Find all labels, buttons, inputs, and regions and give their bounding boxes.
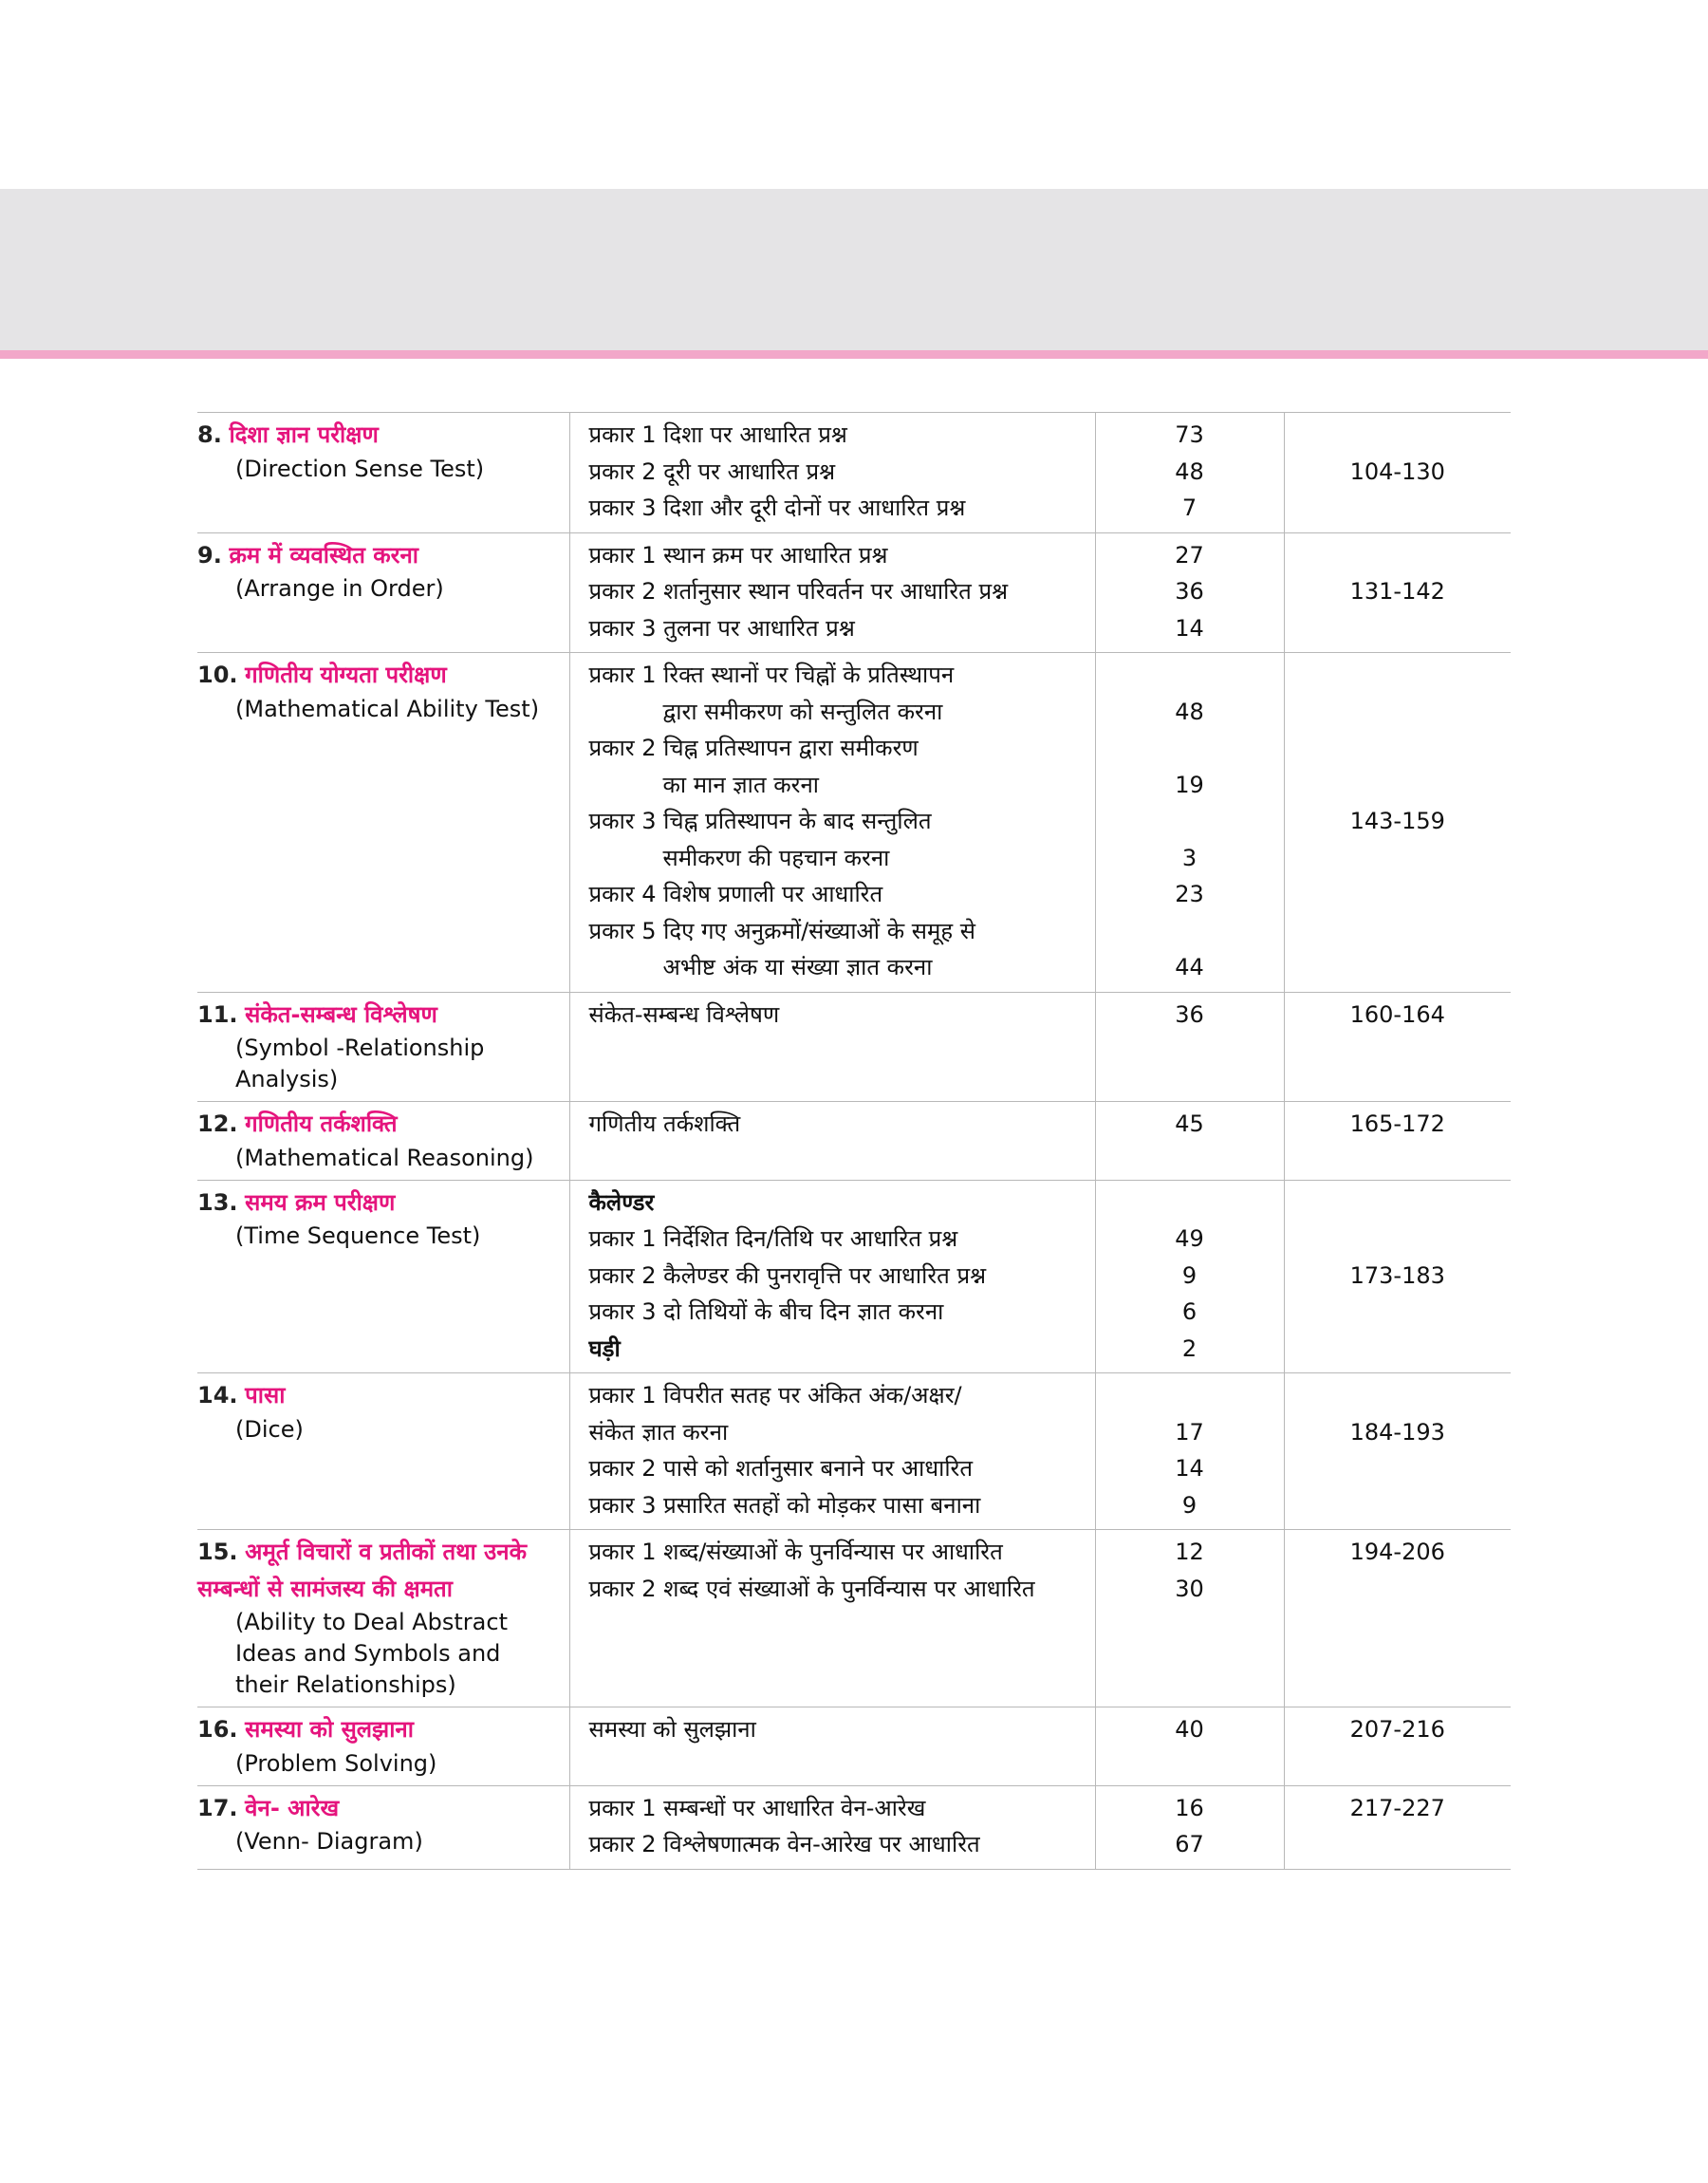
question-count	[1096, 1185, 1284, 1222]
page-range: 217-227	[1284, 1785, 1511, 1869]
question-count: 14	[1175, 614, 1204, 642]
page-range: 104-130	[1284, 413, 1511, 533]
subtopic-item: प्रकार 1 सम्बन्धों पर आधारित वेन-आरेख	[588, 1794, 926, 1821]
subtopics-cell	[569, 653, 1095, 993]
chapter-number: 8.	[197, 421, 222, 448]
question-count: 17	[1175, 1418, 1204, 1446]
question-count: 49	[1175, 1225, 1204, 1252]
chapter-heading	[197, 1711, 569, 1748]
subtopic-item: प्रकार 5 दिए गए अनुक्रमों/संख्याओं के समूह से	[588, 917, 975, 944]
subtopic-item: प्रकार 3 तुलना पर आधारित प्रश्न	[588, 614, 855, 642]
chapter-heading	[197, 657, 569, 694]
subtopic-item: समीकरण की पहचान करना	[662, 844, 890, 871]
question-count-cell	[1095, 1785, 1284, 1869]
subtopics-cell	[569, 1373, 1095, 1530]
chapter-title-english: (Direction Sense Test)	[235, 455, 485, 482]
question-count: 48	[1175, 698, 1204, 725]
chapter-title-cell	[197, 1373, 569, 1530]
chapter-title-hindi: समस्या को सुलझाना	[245, 1716, 414, 1743]
question-count: 19	[1175, 771, 1204, 798]
subtopic-item: घड़ी	[588, 1334, 621, 1362]
subtopic-item: प्रकार 1 दिशा पर आधारित प्रश्न	[588, 421, 847, 448]
page-range: 131-142	[1284, 532, 1511, 653]
chapter-title-hindi: गणितीय योग्यता परीक्षण	[245, 662, 447, 688]
subtopic-item: प्रकार 1 रिक्त स्थानों पर चिह्नों के प्रतिस्थापन	[588, 662, 955, 688]
chapter-number: 13.	[197, 1188, 238, 1216]
subtopic-item: प्रकार 1 निर्देशित दिन/तिथि पर आधारित प्रश्न	[588, 1225, 958, 1252]
question-count-cell	[1095, 992, 1284, 1102]
chapter-row	[197, 1373, 1511, 1530]
chapter-number: 17.	[197, 1794, 238, 1821]
chapter-heading	[197, 1377, 569, 1414]
chapter-title-english: Ideas and Symbols and	[235, 1640, 501, 1667]
subtopic-item: प्रकार 2 विश्लेषणात्मक वेन-आरेख पर आधारित	[588, 1831, 980, 1857]
chapter-number: 16.	[197, 1716, 238, 1743]
chapter-number: 9.	[197, 541, 222, 569]
chapter-title-english: Analysis)	[235, 1066, 339, 1092]
chapter-heading	[197, 1106, 569, 1143]
chapter-title-english: (Mathematical Ability Test)	[235, 695, 540, 722]
subtopic-item: प्रकार 1 स्थान क्रम पर आधारित प्रश्न	[588, 541, 888, 569]
question-count: 23	[1175, 881, 1204, 907]
page-range: 165-172	[1284, 1102, 1511, 1181]
chapter-heading	[197, 417, 569, 454]
subtopic-item: समस्या को सुलझाना	[588, 1716, 756, 1743]
question-count: 44	[1175, 954, 1204, 980]
chapter-title-english: (Mathematical Reasoning)	[235, 1144, 534, 1171]
page-range: 160-164	[1284, 992, 1511, 1102]
chapter-row	[197, 992, 1511, 1102]
page-range: 184-193	[1284, 1373, 1511, 1530]
question-count	[1096, 730, 1284, 767]
chapter-title-english: (Venn- Diagram)	[235, 1828, 423, 1855]
question-count: 6	[1181, 1298, 1197, 1325]
chapter-title-cell	[197, 1530, 569, 1707]
subtopics-cell	[569, 413, 1095, 533]
subtopic-item: प्रकार 2 कैलेण्डर की पुनरावृत्ति पर आधारित प्रश्न	[588, 1261, 987, 1289]
page-range: 194-206	[1284, 1530, 1511, 1707]
chapter-title-cell	[197, 1180, 569, 1373]
subtopic-item: अभीष्ट अंक या संख्या ज्ञात करना	[662, 954, 933, 980]
question-count-cell	[1095, 653, 1284, 993]
question-count-cell	[1095, 1373, 1284, 1530]
question-count: 73	[1175, 421, 1204, 448]
question-count: 48	[1175, 457, 1204, 485]
chapter-title-english: (Dice)	[235, 1415, 304, 1443]
subtopic-item: प्रकार 2 चिह्न प्रतिस्थापन द्वारा समीकरण	[588, 735, 919, 761]
question-count	[1096, 657, 1284, 694]
chapter-title-hindi: गणितीय तर्कशक्ति	[245, 1110, 398, 1137]
subtopic-item: प्रकार 3 दो तिथियों के बीच दिन ज्ञात करना	[588, 1298, 944, 1325]
subtopics-cell	[569, 1180, 1095, 1373]
subtopic-item: प्रकार 2 पासे को शर्तानुसार बनाने पर आधारित	[588, 1455, 974, 1482]
chapter-title-hindi: वेन- आरेख	[245, 1794, 340, 1821]
chapter-row	[197, 532, 1511, 653]
question-count-cell	[1095, 1102, 1284, 1181]
chapter-heading	[197, 997, 569, 1034]
subtopic-item: प्रकार 3 प्रसारित सतहों को मोड़कर पासा बनाना	[588, 1491, 981, 1519]
subtopic-item: संकेत ज्ञात करना	[588, 1418, 729, 1446]
chapter-title-hindi: दिशा ज्ञान परीक्षण	[229, 421, 379, 448]
question-count: 2	[1181, 1334, 1197, 1362]
header-rule	[0, 350, 1708, 359]
chapter-heading	[197, 1534, 569, 1607]
question-count: 3	[1181, 844, 1197, 871]
question-count	[1096, 803, 1284, 840]
chapter-title-english: (Time Sequence Test)	[235, 1222, 481, 1249]
contents-table	[197, 412, 1511, 1870]
question-count: 30	[1175, 1575, 1204, 1602]
chapter-title-english: (Arrange in Order)	[235, 575, 444, 602]
page-range: 143-159	[1284, 653, 1511, 993]
question-count-cell	[1095, 413, 1284, 533]
page-range: 173-183	[1284, 1180, 1511, 1373]
subtopic-item: प्रकार 1 शब्द/संख्याओं के पुनर्विन्यास पर आधारित	[588, 1539, 1003, 1565]
subtopic-item: कैलेण्डर	[588, 1188, 655, 1216]
subtopic-item: प्रकार 2 शर्तानुसार स्थान परिवर्तन पर आधारित प्रश्न	[588, 578, 1009, 605]
subtopic-item: का मान ज्ञात करना	[662, 771, 819, 798]
question-count: 40	[1175, 1716, 1204, 1743]
chapter-title-cell	[197, 653, 569, 993]
subtopic-item: द्वारा समीकरण को सन्तुलित करना	[662, 698, 943, 725]
chapter-row	[197, 653, 1511, 993]
chapter-row	[197, 1102, 1511, 1181]
subtopic-item: प्रकार 2 शब्द एवं संख्याओं के पुनर्विन्यास पर आधारित	[588, 1575, 1035, 1602]
chapter-title-cell	[197, 1102, 569, 1181]
chapter-title-cell	[197, 413, 569, 533]
subtopic-item: प्रकार 3 दिशा और दूरी दोनों पर आधारित प्रश्न	[588, 494, 966, 521]
question-count: 7	[1181, 494, 1197, 521]
chapter-heading	[197, 1185, 569, 1222]
question-count-cell	[1095, 1180, 1284, 1373]
subtopics-cell	[569, 1102, 1095, 1181]
chapter-heading	[197, 537, 569, 574]
subtopics-cell	[569, 532, 1095, 653]
question-count-cell	[1095, 532, 1284, 653]
subtopics-cell	[569, 992, 1095, 1102]
subtopic-item: प्रकार 2 दूरी पर आधारित प्रश्न	[588, 457, 836, 485]
subtopic-item: प्रकार 1 विपरीत सतह पर अंकित अंक/अक्षर/	[588, 1382, 962, 1409]
chapter-row	[197, 1180, 1511, 1373]
chapter-title-cell	[197, 1707, 569, 1786]
question-count: 27	[1175, 541, 1204, 569]
chapter-title-hindi: संकेत-सम्बन्ध विश्लेषण	[245, 1000, 437, 1028]
question-count	[1096, 1377, 1284, 1414]
question-count: 36	[1175, 578, 1204, 605]
chapter-title-hindi: अमूर्त विचारों व प्रतीकों तथा उनके सम्बन्धों से सामंजस्य की क्षमता	[197, 1539, 528, 1602]
question-count-cell	[1095, 1707, 1284, 1786]
chapter-row	[197, 413, 1511, 533]
subtopic-item: प्रकार 4 विशेष प्रणाली पर आधारित	[588, 881, 883, 907]
chapter-title-hindi: क्रम में व्यवस्थित करना	[229, 541, 419, 569]
page-range: 207-216	[1284, 1707, 1511, 1786]
chapter-number: 14.	[197, 1382, 238, 1409]
chapter-title-cell	[197, 992, 569, 1102]
chapter-number: 10.	[197, 662, 238, 688]
subtopic-item: गणितीय तर्कशक्ति	[588, 1110, 741, 1137]
chapter-title-english: their Relationships)	[235, 1671, 456, 1698]
chapter-row	[197, 1785, 1511, 1869]
chapter-title-cell	[197, 532, 569, 653]
chapter-title-cell	[197, 1785, 569, 1869]
question-count: 9	[1181, 1261, 1197, 1289]
chapter-title-hindi: समय क्रम परीक्षण	[245, 1188, 396, 1216]
question-count: 14	[1175, 1455, 1204, 1482]
chapter-title-english: (Symbol -Relationship	[235, 1035, 485, 1061]
chapter-heading	[197, 1790, 569, 1827]
chapter-title-hindi: पासा	[245, 1382, 286, 1409]
chapter-number: 15.	[197, 1539, 238, 1565]
chapter-number: 12.	[197, 1110, 238, 1137]
subtopics-cell	[569, 1785, 1095, 1869]
question-count: 36	[1175, 1000, 1204, 1028]
question-count: 67	[1175, 1831, 1204, 1857]
question-count: 12	[1175, 1539, 1204, 1565]
subtopic-item: प्रकार 3 चिह्न प्रतिस्थापन के बाद सन्तुलित	[588, 808, 932, 834]
subtopic-item: संकेत-सम्बन्ध विश्लेषण	[588, 1000, 780, 1028]
chapter-title-english: (Ability to Deal Abstract	[235, 1609, 508, 1635]
question-count-cell	[1095, 1530, 1284, 1707]
chapter-row	[197, 1707, 1511, 1786]
question-count: 45	[1175, 1110, 1204, 1137]
question-count: 16	[1175, 1794, 1204, 1821]
question-count: 9	[1181, 1491, 1197, 1519]
subtopics-cell	[569, 1707, 1095, 1786]
question-count	[1096, 913, 1284, 950]
chapter-row	[197, 1530, 1511, 1707]
header-band	[0, 189, 1708, 350]
chapter-title-english: (Problem Solving)	[235, 1749, 437, 1777]
chapter-number: 11.	[197, 1000, 238, 1028]
subtopics-cell	[569, 1530, 1095, 1707]
